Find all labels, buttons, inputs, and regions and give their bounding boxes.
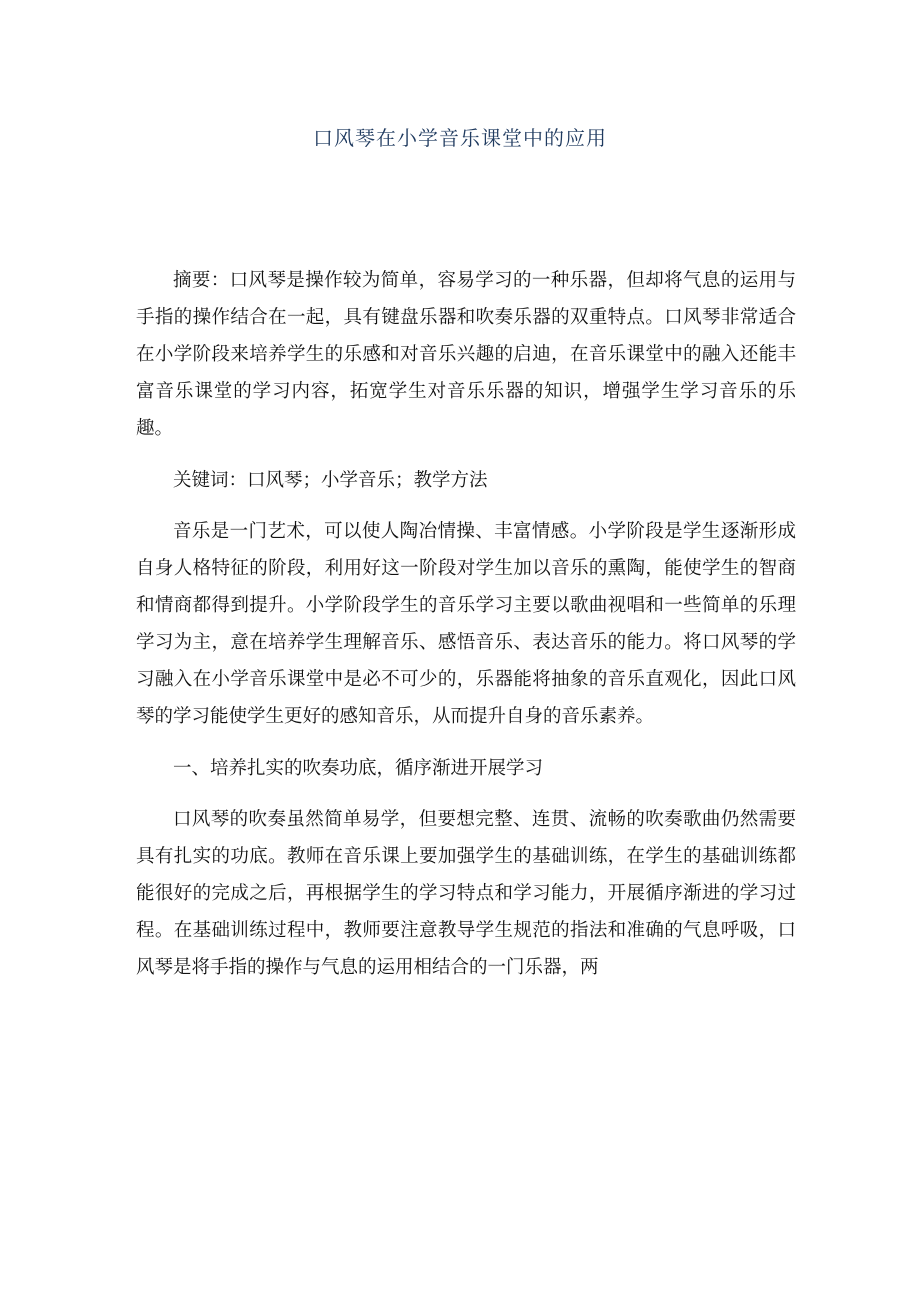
intro-paragraph: 音乐是一门艺术，可以使人陶冶情操、丰富情感。小学阶段是学生逐渐形成自身人格特征的阶段，利用好这一阶段对学生加以音乐的熏陶，能使学生的智商和情商都得到提升。小学阶段学生的音乐学习主要以歌曲视唱和一些简单的乐理学习为主，意在培养学生理解音乐、感悟音乐、表达音乐的能力。将口风琴的学习融入在小学音乐课堂中是必不可少的，乐器能将抽象的音乐直观化，因此口风琴的学习能使学生更好的感知音乐，从而提升自身的音乐素养。 <box>136 521 796 727</box>
section-heading-1: 一、培养扎实的吹奏功底，循序渐进开展学习 <box>173 758 544 779</box>
section-1-paragraph: 口风琴的吹奏虽然简单易学，但要想完整、连贯、流畅的吹奏歌曲仍然需要具有扎实的功底。教师在音乐课上要加强学生的基础训练，在学生的基础训练都能很好的完成之后，再根据学生的学习特点和学习能力，开展循序渐进的学习过程。在基础训练过程中，教师要注意教导学生规范的指法和准确的气息呼吸，口风琴是将手指的操作与气息的运用相结合的一门乐器，两 <box>136 809 796 978</box>
abstract-paragraph: 摘要：口风琴是操作较为简单，容易学习的一种乐器，但却将气息的运用与手指的操作结合在一起，具有键盘乐器和吹奏乐器的双重特点。口风琴非常适合在小学阶段来培养学生的乐感和对音乐兴趣的启迪，在音乐课堂中的融入还能丰富音乐课堂的学习内容，拓宽学生对音乐乐器的知识，增强学生学习音乐的乐趣。 <box>136 270 796 439</box>
document-body <box>136 262 796 1001</box>
document-title: 口风琴在小学音乐课堂中的应用 <box>313 126 607 150</box>
keywords-paragraph: 关键词：口风琴；小学音乐；教学方法 <box>173 470 488 491</box>
